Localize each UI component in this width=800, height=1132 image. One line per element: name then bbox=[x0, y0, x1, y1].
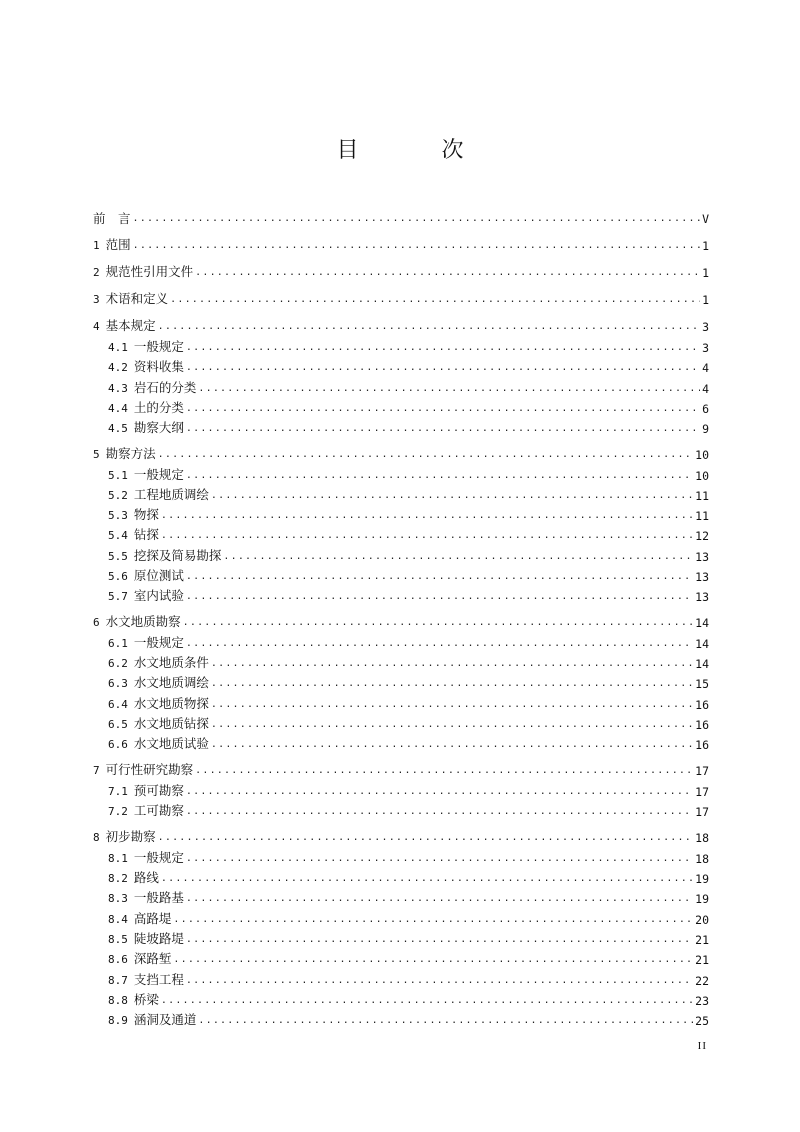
toc-entry-number: 8.8 bbox=[108, 994, 128, 1007]
toc-entry-number: 5.3 bbox=[108, 509, 128, 522]
toc-page-number: 21 bbox=[695, 953, 709, 967]
toc-subentry[interactable] bbox=[108, 736, 709, 754]
dot-leader bbox=[195, 265, 700, 282]
toc-entry-number: 4.5 bbox=[108, 422, 128, 435]
toc-entry-label bbox=[93, 445, 158, 464]
toc-page-number: 9 bbox=[702, 422, 709, 436]
toc-subentry[interactable] bbox=[108, 1012, 709, 1030]
dot-leader bbox=[186, 804, 693, 821]
toc-entry-title: 前 言 bbox=[93, 211, 131, 226]
toc-entry-title: 支挡工程 bbox=[133, 972, 184, 987]
toc-page-number: 1 bbox=[702, 293, 709, 307]
toc-entry-label bbox=[93, 828, 158, 847]
dot-leader bbox=[198, 381, 700, 398]
toc-entry-label bbox=[93, 236, 133, 255]
toc-subentry[interactable] bbox=[108, 655, 709, 673]
toc-page-number: 18 bbox=[695, 831, 709, 845]
toc-entry-number: 4.4 bbox=[108, 402, 128, 415]
toc-subentry[interactable] bbox=[108, 870, 709, 888]
toc-entry-label bbox=[108, 715, 211, 734]
toc-entry[interactable] bbox=[93, 446, 709, 464]
toc-subentry[interactable] bbox=[108, 783, 709, 801]
dot-leader bbox=[186, 360, 700, 377]
toc-entry-label bbox=[108, 547, 223, 566]
toc-entry-title: 水文地质物探 bbox=[133, 696, 209, 711]
toc-subentry[interactable] bbox=[108, 420, 709, 438]
toc-entry-label bbox=[108, 695, 211, 714]
toc-page-number: 12 bbox=[695, 529, 709, 543]
toc-entry-label bbox=[108, 991, 161, 1010]
toc-entry-label bbox=[108, 654, 211, 673]
toc-subentry[interactable] bbox=[108, 972, 709, 990]
toc-subentry[interactable] bbox=[108, 400, 709, 418]
dot-leader bbox=[161, 508, 693, 525]
toc-entry-label bbox=[108, 486, 211, 505]
toc-page-number: 13 bbox=[695, 570, 709, 584]
dot-leader bbox=[183, 615, 694, 632]
toc-subentry[interactable] bbox=[108, 487, 709, 505]
toc-subentry[interactable] bbox=[108, 548, 709, 566]
toc-entry-number: 8.9 bbox=[108, 1014, 128, 1027]
toc-entry-title: 水文地质钻探 bbox=[133, 716, 209, 731]
toc-subentry[interactable] bbox=[108, 359, 709, 377]
toc-entry-number: 8.7 bbox=[108, 974, 128, 987]
toc-page-number: 16 bbox=[695, 698, 709, 712]
toc-subentry[interactable] bbox=[108, 890, 709, 908]
toc-entry[interactable] bbox=[93, 210, 709, 228]
dot-leader bbox=[186, 401, 700, 418]
dot-leader bbox=[186, 851, 693, 868]
toc-page-number: 1 bbox=[702, 266, 709, 280]
dot-leader bbox=[211, 737, 693, 754]
toc-entry-number: 5 bbox=[93, 448, 100, 461]
toc-entry-title: 术语和定义 bbox=[105, 291, 169, 306]
toc-entry-title: 物探 bbox=[133, 507, 159, 522]
toc-page-number: 22 bbox=[695, 974, 709, 988]
toc-entry-title: 钻探 bbox=[133, 527, 159, 542]
toc-page-number: 4 bbox=[702, 382, 709, 396]
toc-entry-number: 5.6 bbox=[108, 570, 128, 583]
toc-page-number: 16 bbox=[695, 718, 709, 732]
dot-leader bbox=[186, 340, 700, 357]
dot-leader bbox=[186, 973, 693, 990]
toc-entry-label bbox=[108, 910, 173, 929]
toc-entry-title: 水文地质勘察 bbox=[105, 614, 181, 629]
toc-page-number: 19 bbox=[695, 892, 709, 906]
toc-entry-label bbox=[93, 613, 183, 632]
toc-entry-number: 4.3 bbox=[108, 382, 128, 395]
toc-page-number: 19 bbox=[695, 872, 709, 886]
toc-entry-number: 7 bbox=[93, 764, 100, 777]
toc-entry-title: 一般规定 bbox=[133, 850, 184, 865]
dot-leader bbox=[173, 912, 693, 929]
toc-page-number: 4 bbox=[702, 361, 709, 375]
toc-subentry[interactable] bbox=[108, 992, 709, 1010]
toc-page-number: 23 bbox=[695, 994, 709, 1008]
toc-entry-label bbox=[108, 379, 198, 398]
toc-page-number: 3 bbox=[702, 320, 709, 334]
toc-entry-number: 3 bbox=[93, 293, 100, 306]
page-number: II bbox=[697, 1040, 707, 1052]
toc-entry-label bbox=[108, 338, 186, 357]
toc-entry-title: 勘察大纲 bbox=[133, 420, 184, 435]
toc-subentry[interactable] bbox=[108, 380, 709, 398]
dot-leader bbox=[161, 528, 693, 545]
dot-leader bbox=[170, 292, 700, 309]
toc-entry-number: 6.6 bbox=[108, 738, 128, 751]
toc-page-number: 16 bbox=[695, 738, 709, 752]
toc-entry-title: 路线 bbox=[133, 870, 159, 885]
toc-entry-title: 土的分类 bbox=[133, 400, 184, 415]
toc-entry-label bbox=[108, 971, 186, 990]
toc-entry-number: 6.1 bbox=[108, 637, 128, 650]
toc-entry-title: 资料收集 bbox=[133, 359, 184, 374]
toc-subentry[interactable] bbox=[108, 716, 709, 734]
toc-entry-title: 室内试验 bbox=[133, 588, 184, 603]
toc-entry-title: 原位测试 bbox=[133, 568, 184, 583]
toc-subentry[interactable] bbox=[108, 467, 709, 485]
toc-subentry[interactable] bbox=[108, 568, 709, 586]
toc-page-number: 6 bbox=[702, 402, 709, 416]
toc-entry-label bbox=[108, 869, 161, 888]
toc-entry-label bbox=[108, 419, 186, 438]
toc-entry-title: 预可勘察 bbox=[133, 783, 184, 798]
toc-entry-label bbox=[108, 567, 186, 586]
dot-leader bbox=[161, 993, 693, 1010]
toc-page-number: 15 bbox=[695, 677, 709, 691]
toc-entry-number: 4 bbox=[93, 320, 100, 333]
toc-entry-title: 水文地质条件 bbox=[133, 655, 209, 670]
dot-leader bbox=[211, 656, 693, 673]
dot-leader bbox=[198, 1013, 693, 1030]
dot-leader bbox=[211, 697, 693, 714]
toc-page-number: 14 bbox=[695, 657, 709, 671]
toc-page-number: 11 bbox=[695, 489, 709, 503]
dot-leader bbox=[186, 468, 693, 485]
toc-subentry[interactable] bbox=[108, 635, 709, 653]
toc-entry-label bbox=[108, 930, 186, 949]
toc-page-number: 3 bbox=[702, 341, 709, 355]
toc-page-number: 18 bbox=[695, 852, 709, 866]
toc-entry-title: 工程地质调绘 bbox=[133, 487, 209, 502]
dot-leader bbox=[186, 569, 693, 586]
toc-entry-label bbox=[108, 782, 186, 801]
dot-leader bbox=[211, 676, 693, 693]
toc-entry[interactable] bbox=[93, 291, 709, 309]
toc-entry-title: 岩石的分类 bbox=[133, 380, 197, 395]
page-title: 目 次 bbox=[336, 138, 502, 163]
toc-entry-title: 深路堑 bbox=[133, 951, 172, 966]
toc-entry-number: 8.6 bbox=[108, 953, 128, 966]
toc-entry-label bbox=[93, 210, 133, 228]
toc-subentry[interactable] bbox=[108, 339, 709, 357]
toc-subentry[interactable] bbox=[108, 931, 709, 949]
dot-leader bbox=[158, 447, 694, 464]
toc-entry-number: 4.2 bbox=[108, 361, 128, 374]
toc-entry-number: 6.2 bbox=[108, 657, 128, 670]
toc-page-number: 17 bbox=[695, 785, 709, 799]
toc-entry-label bbox=[108, 526, 161, 545]
toc-entry-title: 一般规定 bbox=[133, 339, 184, 354]
dot-leader bbox=[186, 589, 693, 606]
toc-page-number: 20 bbox=[695, 913, 709, 927]
toc-subentry[interactable] bbox=[108, 588, 709, 606]
toc-entry-title: 水文地质调绘 bbox=[133, 675, 209, 690]
toc-entry-label bbox=[93, 263, 195, 282]
toc-page-number: 21 bbox=[695, 933, 709, 947]
toc-subentry[interactable] bbox=[108, 507, 709, 525]
toc-subentry[interactable] bbox=[108, 527, 709, 545]
toc-entry[interactable] bbox=[93, 829, 709, 847]
dot-leader bbox=[173, 952, 693, 969]
toc-entry-title: 可行性研究勘察 bbox=[105, 762, 194, 777]
dot-leader bbox=[211, 488, 693, 505]
table-of-contents bbox=[93, 0, 709, 1132]
toc-entry-label bbox=[108, 587, 186, 606]
dot-leader bbox=[158, 830, 694, 847]
toc-page-number: 10 bbox=[695, 448, 709, 462]
dot-leader bbox=[223, 549, 693, 566]
toc-entry-number: 1 bbox=[93, 239, 100, 252]
toc-entry-label bbox=[93, 290, 170, 309]
toc-entry-label bbox=[93, 761, 195, 780]
dot-leader bbox=[133, 211, 701, 228]
toc-subentry[interactable] bbox=[108, 675, 709, 693]
toc-entry-number: 5.4 bbox=[108, 529, 128, 542]
toc-entry-number: 8 bbox=[93, 831, 100, 844]
toc-entry[interactable] bbox=[93, 762, 709, 780]
toc-entry-label bbox=[108, 849, 186, 868]
toc-entry-number: 2 bbox=[93, 266, 100, 279]
toc-entry-title: 挖探及简易勘探 bbox=[133, 548, 222, 563]
toc-entry-number: 5.5 bbox=[108, 550, 128, 563]
toc-entry-title: 一般规定 bbox=[133, 635, 184, 650]
toc-subentry[interactable] bbox=[108, 803, 709, 821]
toc-entry-number: 8.4 bbox=[108, 913, 128, 926]
toc-entry-number: 8.5 bbox=[108, 933, 128, 946]
toc-entry-label bbox=[108, 634, 186, 653]
toc-entry-title: 勘察方法 bbox=[105, 446, 156, 461]
toc-entry-label bbox=[108, 802, 186, 821]
toc-page-number: V bbox=[702, 212, 709, 226]
toc-entry-label bbox=[108, 950, 173, 969]
toc-entry-number: 7.2 bbox=[108, 805, 128, 818]
dot-leader bbox=[186, 932, 693, 949]
toc-page-number: 13 bbox=[695, 590, 709, 604]
toc-entry-number: 5.2 bbox=[108, 489, 128, 502]
toc-subentry[interactable] bbox=[108, 850, 709, 868]
toc-entry-title: 一般规定 bbox=[133, 467, 184, 482]
toc-page-number: 1 bbox=[702, 239, 709, 253]
toc-entry-number: 6 bbox=[93, 616, 100, 629]
toc-entry[interactable] bbox=[93, 318, 709, 336]
toc-entry-label bbox=[93, 317, 158, 336]
toc-entry[interactable] bbox=[93, 264, 709, 282]
toc-entry-number: 5.1 bbox=[108, 469, 128, 482]
toc-entry-label bbox=[108, 1011, 198, 1030]
toc-entry-title: 一般路基 bbox=[133, 890, 184, 905]
toc-entry-label bbox=[108, 674, 211, 693]
toc-entry-title: 陡坡路堤 bbox=[133, 931, 184, 946]
dot-leader bbox=[195, 763, 693, 780]
toc-page-number: 10 bbox=[695, 469, 709, 483]
toc-entry-number: 8.2 bbox=[108, 872, 128, 885]
toc-entry-title: 初步勘察 bbox=[105, 829, 156, 844]
toc-entry-number: 4.1 bbox=[108, 341, 128, 354]
toc-page-number: 14 bbox=[695, 637, 709, 651]
toc-entry-number: 6.4 bbox=[108, 698, 128, 711]
toc-entry-title: 高路堤 bbox=[133, 911, 172, 926]
dot-leader bbox=[211, 717, 693, 734]
toc-entry-label bbox=[108, 735, 211, 754]
toc-entry-title: 范围 bbox=[105, 237, 131, 252]
dot-leader bbox=[186, 891, 693, 908]
toc-page-number: 11 bbox=[695, 509, 709, 523]
toc-page-number: 13 bbox=[695, 550, 709, 564]
dot-leader bbox=[133, 238, 700, 255]
toc-subentry[interactable] bbox=[108, 951, 709, 969]
toc-entry-title: 桥梁 bbox=[133, 992, 159, 1007]
toc-page-number: 14 bbox=[695, 616, 709, 630]
toc-entry-title: 基本规定 bbox=[105, 318, 156, 333]
toc-entry-label bbox=[108, 506, 161, 525]
toc-entry-title: 水文地质试验 bbox=[133, 736, 209, 751]
toc-entry-number: 8.1 bbox=[108, 852, 128, 865]
toc-entry-number: 6.3 bbox=[108, 677, 128, 690]
toc-entry-label bbox=[108, 466, 186, 485]
dot-leader bbox=[186, 636, 693, 653]
toc-entry-title: 规范性引用文件 bbox=[105, 264, 194, 279]
toc-entry[interactable] bbox=[93, 237, 709, 255]
toc-entry-label bbox=[108, 399, 186, 418]
toc-subentry[interactable] bbox=[108, 696, 709, 714]
toc-entry-number: 7.1 bbox=[108, 785, 128, 798]
toc-entry-label bbox=[108, 889, 186, 908]
toc-page-number: 17 bbox=[695, 805, 709, 819]
toc-page-number: 17 bbox=[695, 764, 709, 778]
dot-leader bbox=[161, 871, 693, 888]
toc-page-number: 25 bbox=[695, 1014, 709, 1028]
toc-subentry[interactable] bbox=[108, 911, 709, 929]
toc-entry-number: 8.3 bbox=[108, 892, 128, 905]
toc-entry-number: 5.7 bbox=[108, 590, 128, 603]
dot-leader bbox=[186, 784, 693, 801]
dot-leader bbox=[158, 319, 700, 336]
toc-entry[interactable] bbox=[93, 614, 709, 632]
toc-entry-title: 工可勘察 bbox=[133, 803, 184, 818]
dot-leader bbox=[186, 421, 700, 438]
toc-entry-number: 6.5 bbox=[108, 718, 128, 731]
toc-entry-title: 涵洞及通道 bbox=[133, 1012, 197, 1027]
toc-entry-label bbox=[108, 358, 186, 377]
